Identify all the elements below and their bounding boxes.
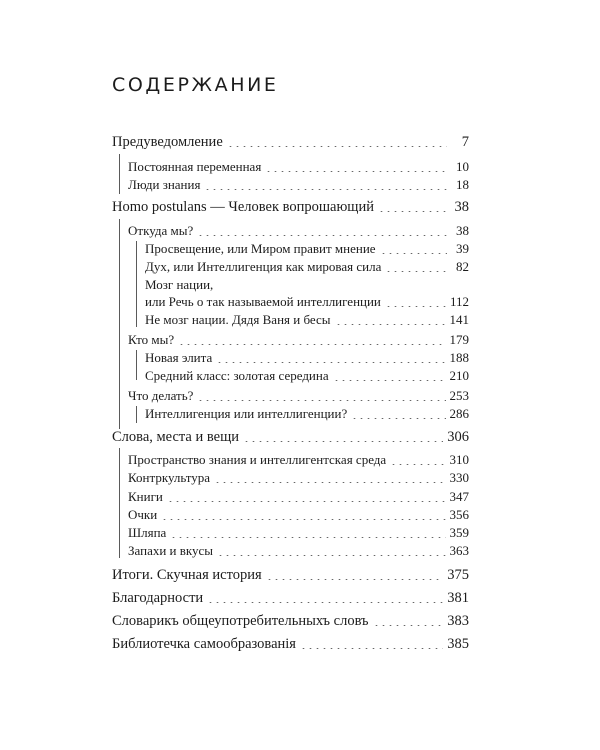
leader-dots [207,602,443,603]
toc-entry-label: Благодарности [112,590,204,606]
toc-subentry[interactable] [128,524,469,542]
leader-dots [197,235,447,236]
leader-dots [227,146,447,147]
section-rule [119,219,120,429]
toc-entry-label: Откуда мы? [128,223,194,238]
leader-dots [385,306,446,307]
toc-entry-page: 310 [449,452,469,467]
toc-entry-label: Что делать? [128,388,194,403]
toc-entry-label: Итоги. Скучная история [112,567,262,583]
toc-entry[interactable] [112,198,469,216]
toc-entry-page: 253 [449,388,469,403]
toc-entry-label: Средний класс: золотая середина [145,368,329,383]
toc-subentry[interactable] [128,542,469,560]
toc-subentry[interactable] [145,276,469,311]
leader-dots [161,519,445,520]
leader-dots [300,648,443,649]
toc-entry-page: 306 [447,429,469,445]
toc-subentry[interactable] [128,488,469,506]
leader-dots [178,344,445,345]
leader-dots [204,189,447,190]
toc-entry-label: Контркультура [128,470,211,485]
toc-entry-label: Люди знания [128,177,201,192]
toc-subentry[interactable] [145,258,469,276]
toc-entry[interactable] [112,133,469,151]
toc-entry-page: 210 [449,368,469,383]
leader-dots [216,362,445,363]
leader-dots [380,253,447,254]
subsection-rule [136,406,137,423]
toc-subentry[interactable] [145,311,469,329]
toc-entry-page: 383 [447,613,469,629]
toc-entry-label: Постоянная переменная [128,159,262,174]
leader-dots [265,171,447,172]
leader-dots [214,482,445,483]
toc-subentry[interactable] [145,367,469,385]
leader-dots [170,537,445,538]
toc-entry-page: 18 [456,177,469,192]
leader-dots [390,464,445,465]
toc-entry-page: 179 [449,332,469,347]
toc-subentry[interactable] [128,506,469,524]
toc-subentry[interactable] [145,405,469,423]
leader-dots [217,555,445,556]
subsection-rule [136,350,137,380]
toc-subentry[interactable] [145,240,469,258]
toc-entry-label: Словарикъ общеупотребительныхъ словъ [112,613,369,629]
toc-entry-page: 286 [449,406,469,421]
leader-dots [385,271,447,272]
section-rule [119,154,120,194]
toc-entry-label: Пространство знания и интеллигентская среда [128,452,387,467]
toc-subentry[interactable] [128,222,469,240]
toc-entry-page: 112 [449,294,469,309]
toc-subentry[interactable] [128,451,469,469]
toc-subentry[interactable] [128,387,469,405]
toc-entry-label: Дух, или Интеллигенция как мировая сила [145,259,382,274]
leader-dots [333,380,446,381]
toc-entry-label-line1: Мозг нации, [145,277,214,292]
leader-dots [351,418,445,419]
leader-dots [378,211,447,212]
toc-entry-label: Предуведомление [112,134,223,150]
leader-dots [243,441,443,442]
toc-entry-label: Не мозг нации. Дядя Ваня и бесы [145,312,331,327]
toc-entry-page: 330 [449,470,469,485]
toc-entry-page: 359 [449,525,469,540]
toc-entry-page: 356 [449,507,469,522]
toc-entry-page: 7 [461,134,469,150]
leader-dots [373,625,444,626]
toc-entry-page: 188 [449,350,469,365]
toc-entry-label: Интеллигенция или интеллигенции? [145,406,348,421]
toc-entry-page: 381 [447,590,469,606]
toc-entry[interactable] [112,428,469,446]
toc-entry-label: Шляпа [128,525,167,540]
toc-entry[interactable] [112,635,469,653]
leader-dots [167,501,446,502]
toc-subentry[interactable] [128,158,469,176]
toc-entry[interactable] [112,612,469,630]
toc-entry-page: 385 [447,636,469,652]
toc-entry-label: Запахи и вкусы [128,543,214,558]
toc-entry-page: 347 [449,489,469,504]
toc-entry-page: 363 [449,543,469,558]
page-title: СОДЕРЖАНИЕ [112,74,279,96]
toc-entry-page: 39 [456,241,469,256]
toc-entry-label: Новая элита [145,350,213,365]
toc-entry-page: 38 [456,223,469,238]
toc-subentry[interactable] [128,331,469,349]
toc-entry-page: 375 [447,567,469,583]
toc-entry-label: или Речь о так называемой интеллигенции [145,294,381,309]
toc-subentry[interactable] [128,176,469,194]
toc-entry-page: 82 [456,259,469,274]
toc-entry-label: Кто мы? [128,332,175,347]
toc-entry-label: Книги [128,489,163,504]
section-rule [119,448,120,558]
toc-entry-page: 38 [454,199,469,215]
leader-dots [266,579,444,580]
leader-dots [335,324,446,325]
toc-entry-label: Очки [128,507,158,522]
toc-entry-page: 141 [449,312,469,327]
toc-subentry[interactable] [128,469,469,487]
toc-entry-label: Homo postulans — Человек вопрошающий [112,199,374,215]
toc-subentry[interactable] [145,349,469,367]
toc-entry-page: 10 [456,159,469,174]
toc-entry[interactable] [112,566,469,584]
toc-entry[interactable] [112,589,469,607]
toc-entry-label: Просвещение, или Миром правит мнение [145,241,376,256]
toc-entry-label: Слова, места и вещи [112,429,239,445]
toc-entry-label: Библиотечка самообразованія [112,636,296,652]
leader-dots [197,400,445,401]
subsection-rule [136,241,137,327]
